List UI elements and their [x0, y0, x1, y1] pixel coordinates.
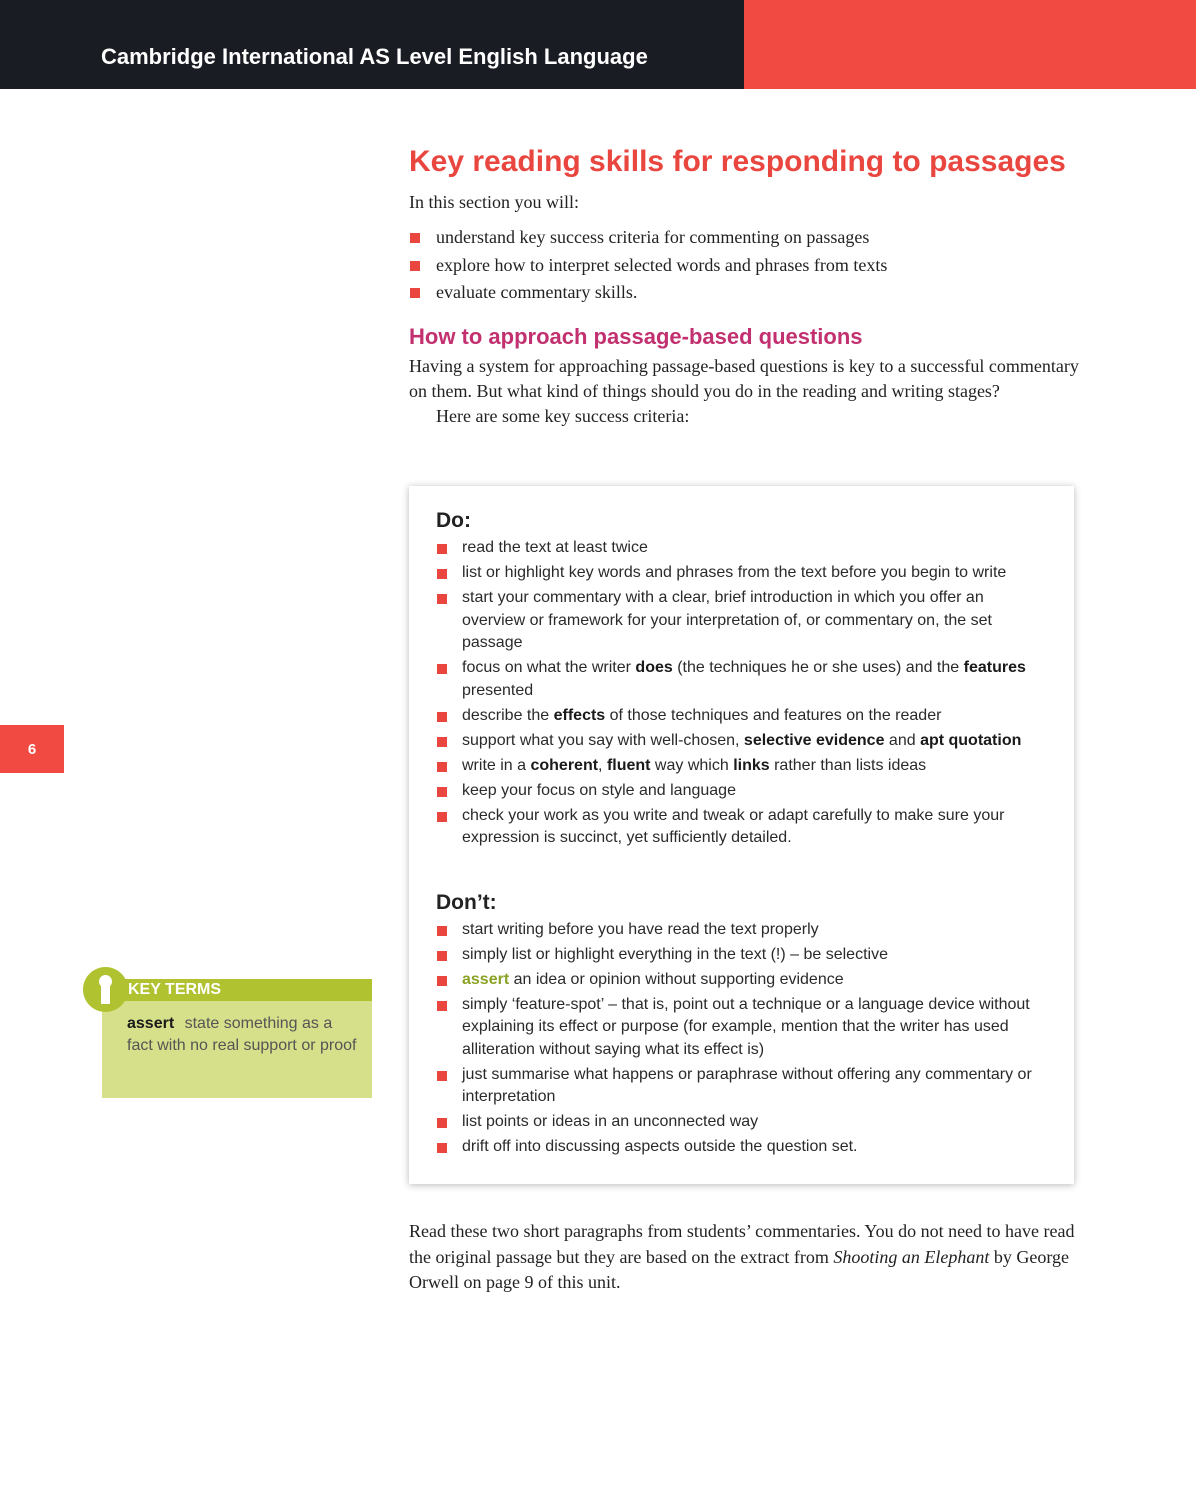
list-item: focus on what the writer does (the techniques he or she uses) and the features presented: [436, 657, 1048, 702]
list-item: list or highlight key words and phrases from the text before you begin to write: [436, 562, 1048, 585]
key-term-definition: state something as a fact with no real support or proof: [127, 1015, 357, 1054]
bullet-square-icon: [437, 544, 447, 554]
list-item: describe the effects of those techniques and features on the reader: [436, 705, 1048, 728]
bullet-square-icon: [437, 1071, 447, 1081]
list-item: simply list or highlight everything in the text (!) – be selective: [436, 944, 1048, 967]
list-item: keep your focus on style and language: [436, 780, 1048, 803]
bullet-square-icon: [437, 1143, 447, 1153]
page-number: 6: [27, 740, 37, 758]
bullet-square-icon: [437, 951, 447, 961]
list-item: write in a coherent, fluent way which links rather than lists ideas: [436, 755, 1048, 778]
main-content: [409, 142, 1079, 429]
section-intro: In this section you will:: [409, 192, 579, 212]
list-item: understand key success criteria for commenting on passages: [409, 224, 1079, 252]
key-term-highlight: assert: [462, 970, 510, 988]
approach-paragraph: Having a system for approaching passage-based questions is key to a successful commentary on them. But what kind of things should you do in the reading and writing stages?: [409, 355, 1079, 401]
do-list: [436, 537, 1048, 850]
list-item: drift off into discussing aspects outside the question set.: [436, 1136, 1048, 1159]
dont-heading: Don’t:: [436, 890, 497, 914]
bullet-square-icon: [437, 1001, 447, 1011]
section-title: Key reading skills for responding to passages: [409, 145, 1066, 178]
dont-list: [436, 919, 1048, 1159]
do-heading: Do:: [436, 509, 471, 532]
list-item: support what you say with well-chosen, selective evidence and apt quotation: [436, 730, 1048, 753]
bullet-square-icon: [437, 762, 447, 772]
list-item: read the text at least twice: [436, 537, 1048, 560]
list-item: simply ‘feature-spot’ – that is, point out a technique or a language device without explaining its effect or purpose (for example, mention that the writer has used alliteration without saying what its effect is): [436, 994, 1048, 1062]
bullet-square-icon: [437, 664, 447, 674]
bullet-square-icon: [410, 233, 420, 243]
book-title: Cambridge International AS Level English Language: [101, 44, 648, 69]
list-item: evaluate commentary skills.: [409, 279, 1079, 307]
list-item: assert an idea or opinion without supporting evidence: [436, 969, 1048, 992]
criteria-intro: Here are some key success criteria:: [436, 405, 690, 426]
bullet-square-icon: [410, 261, 420, 271]
bullet-square-icon: [437, 1118, 447, 1128]
approach-heading: How to approach passage‑based questions: [409, 323, 863, 349]
success-criteria-box: [409, 486, 1074, 1184]
bullet-square-icon: [437, 569, 447, 579]
key-term-definition-block: [102, 1001, 372, 1056]
list-item: start writing before you have read the text properly: [436, 919, 1048, 942]
bullet-square-icon: [437, 737, 447, 747]
key-term: assert: [127, 1015, 175, 1032]
bullet-square-icon: [437, 812, 447, 822]
bullet-square-icon: [437, 787, 447, 797]
keyhole-icon: [83, 967, 128, 1012]
page-number-tab: [0, 725, 64, 773]
closing-paragraph: Read these two short paragraphs from students’ commentaries. You do not need to have read the original passage but they are based on the extract from Shooting an Elephant by George Orwell on page 9 of this unit.: [409, 1221, 1075, 1292]
list-item: explore how to interpret selected words and phrases from texts: [409, 252, 1079, 280]
header-accent-band: [744, 0, 1196, 89]
objectives-list: [409, 224, 1079, 307]
list-item: list points or ideas in an unconnected way: [436, 1111, 1048, 1134]
bullet-square-icon: [437, 926, 447, 936]
bullet-square-icon: [437, 594, 447, 604]
list-item: check your work as you write and tweak or adapt carefully to make sure your expression is succinct, yet sufficiently detailed.: [436, 805, 1048, 850]
book-title-italic: Shooting an Elephant: [833, 1246, 990, 1267]
list-item: just summarise what happens or paraphrase without offering any commentary or interpretation: [436, 1064, 1048, 1109]
list-item: start your commentary with a clear, brief introduction in which you offer an overview or framework for your interpretation of, or commentary on, the set passage: [436, 587, 1048, 655]
key-terms-heading: KEY TERMS: [102, 979, 372, 1001]
bullet-square-icon: [437, 712, 447, 722]
bullet-square-icon: [410, 288, 420, 298]
bullet-square-icon: [437, 976, 447, 986]
key-terms-box: [102, 979, 372, 1098]
